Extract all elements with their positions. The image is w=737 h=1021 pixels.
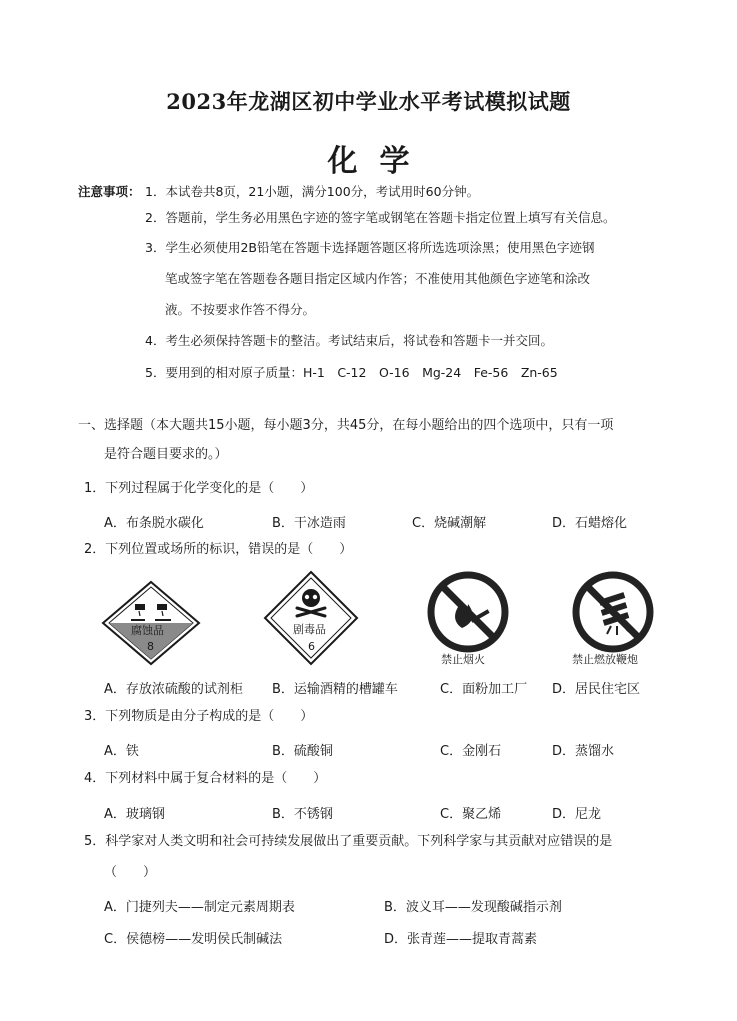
question-4-option-b[interactable]: B．不锈钢 [272,807,333,822]
question-3-option-d[interactable]: D．蒸馏水 [552,744,615,759]
question-5-stem-cont: （ ） [104,865,157,880]
notice-item-3-cont: 笔或签字笔在答题卷各题目指定区域内作答；不准使用其他颜色字迹笔和涂改 [165,271,591,286]
question-2-option-d[interactable]: D．居民住宅区 [552,682,641,697]
notice-item-2: 2．答题前，学生务必用黑色字迹的签字笔或钢笔在答题卡指定位置上填写有关信息。 [145,210,616,225]
section-heading-cont: 是符合题目要求的。） [104,447,228,462]
notice-item-3: 3．学生必须使用2B铅笔在答题卡选择题答题区将所选选项涂黑；使用黑色字迹钢 [145,240,595,255]
question-1-option-b[interactable]: B．干冰造雨 [272,516,346,531]
subject-title: 化学 [327,144,432,179]
question-5-option-d[interactable]: D．张青莲——提取青蒿素 [384,932,538,947]
notice-item-4: 4．考生必须保持答题卡的整洁。考试结束后，将试卷和答题卡一并交回。 [145,333,553,348]
question-1-stem: 1．下列过程属于化学变化的是（ ） [84,481,314,496]
toxic-sign-text: 剧毒品 [293,623,326,636]
question-4-option-c[interactable]: C．聚乙烯 [440,807,502,822]
question-4-option-a[interactable]: A．玻璃钢 [104,807,165,822]
question-3-option-b[interactable]: B．硫酸铜 [272,744,333,759]
question-2-option-b[interactable]: B．运输酒精的槽罐车 [272,682,398,697]
question-2-stem: 2．下列位置或场所的标识，错误的是（ ） [84,542,353,557]
question-5-option-a[interactable]: A．门捷列夫——制定元素周期表 [104,900,295,915]
question-5-option-b[interactable]: B．波义耳——发现酸碱指示剂 [384,900,562,915]
section-heading: 一、选择题（本大题共15小题，每小题3分，共45分，在每小题给出的四个选项中，只有一项 [78,418,614,433]
question-1-option-c[interactable]: C．烧碱潮解 [412,516,487,531]
question-4-option-d[interactable]: D．尼龙 [552,807,602,822]
question-3-stem: 3．下列物质是由分子构成的是（ ） [84,709,314,724]
question-4-stem: 4．下列材料中属于复合材料的是（ ） [84,771,327,786]
no-firecrackers-sign-icon [571,570,655,654]
question-3-option-c[interactable]: C．金刚石 [440,744,502,759]
no-fire-sign-text: 禁止烟火 [441,653,485,666]
question-2-option-a[interactable]: A．存放浓硫酸的试剂柜 [104,682,243,697]
toxic-sign-number: 6 [308,640,315,653]
question-3-option-a[interactable]: A．铁 [104,744,139,759]
notice-item-3-cont2: 液。不按要求作答不得分。 [165,302,316,317]
question-5-option-c[interactable]: C．侯德榜——发明侯氏制碱法 [104,932,283,947]
page-title: 2023年龙湖区初中学业水平考试模拟试题 [166,89,571,114]
notice-item-5: 5．要用到的相对原子质量：H-1 C-12 O-16 Mg-24 Fe-56 Zn-65 [145,365,558,380]
notice-item-1: 1．本试卷共8页，21小题，满分100分，考试用时60分钟。 [145,184,480,199]
corrosive-sign-number: 8 [147,640,154,653]
notice-label: 注意事项： [78,184,141,199]
no-firecrackers-sign-text: 禁止燃放鞭炮 [572,653,638,666]
question-1-option-d[interactable]: D．石蜡熔化 [552,516,628,531]
question-2-option-c[interactable]: C．面粉加工厂 [440,682,528,697]
no-fire-sign-icon [426,570,510,654]
question-1-option-a[interactable]: A．布条脱水碳化 [104,516,204,531]
question-5-stem: 5．科学家对人类文明和社会可持续发展做出了重要贡献。下列科学家与其贡献对应错误的是 [84,834,613,849]
corrosive-sign-text: 腐蚀品 [131,624,164,637]
